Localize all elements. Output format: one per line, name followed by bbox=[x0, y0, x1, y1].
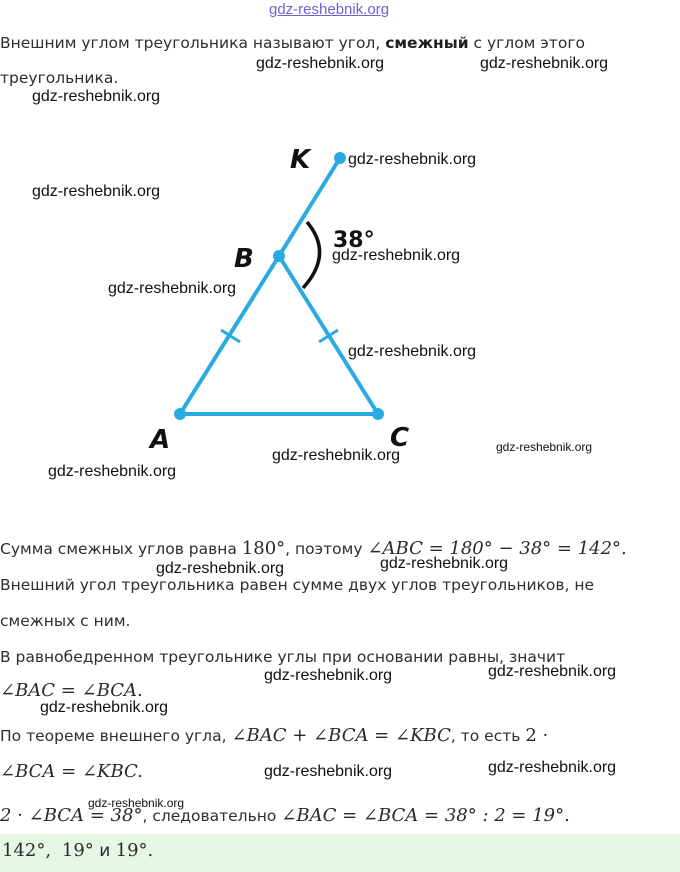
solution-line-2: Внешний угол треугольника равен сумме двух углов треугольников, не bbox=[0, 576, 595, 594]
angle-label: 38° bbox=[333, 228, 375, 253]
s6-after: , то есть bbox=[450, 727, 526, 745]
watermark: gdz-reshebnik.org bbox=[488, 759, 617, 776]
point-k bbox=[334, 152, 346, 164]
label-b: B bbox=[234, 244, 254, 274]
answer-conj: и bbox=[93, 841, 116, 861]
answer-text bbox=[2, 840, 153, 861]
s7-formula: ∠BCA = ∠KBC. bbox=[0, 761, 143, 782]
answer-box bbox=[0, 834, 680, 872]
label-k: K bbox=[290, 145, 311, 175]
label-c: C bbox=[390, 423, 410, 453]
solution-line-7 bbox=[0, 755, 143, 789]
answer-value-2: 19° bbox=[61, 840, 94, 861]
point-b bbox=[273, 250, 285, 262]
solution-line-4: В равнобедренном треугольнике углы при основании равны, значит bbox=[0, 648, 566, 666]
label-a: A bbox=[150, 425, 171, 455]
watermark: gdz-reshebnik.org bbox=[264, 763, 393, 780]
answer-value-1: 142°, bbox=[2, 840, 52, 861]
watermark: gdz-reshebnik.org bbox=[496, 440, 593, 454]
s8-formula-1: 2 · ∠BCA = 38° bbox=[0, 805, 143, 826]
angle-arc bbox=[303, 222, 320, 288]
watermark: gdz-reshebnik.org bbox=[32, 183, 161, 200]
s1-text: Сумма смежных углов равна bbox=[0, 540, 242, 558]
watermark: gdz-reshebnik.org bbox=[348, 343, 477, 360]
watermark: gdz-reshebnik.org bbox=[48, 463, 177, 480]
solution-line-8 bbox=[0, 799, 570, 833]
watermark: gdz-reshebnik.org bbox=[256, 55, 385, 72]
intro-text-after: с углом этого bbox=[468, 34, 585, 52]
triangle-figure bbox=[0, 130, 680, 460]
solution-line-3: смежных с ним. bbox=[0, 612, 131, 630]
watermark: gdz-reshebnik.org bbox=[108, 280, 237, 297]
answer-value-3: 19°. bbox=[115, 840, 154, 861]
s8-formula-2: ∠BAC = ∠BCA = 38° : 2 = 19°. bbox=[281, 805, 570, 826]
solution-line-1 bbox=[0, 532, 627, 566]
watermark: gdz-reshebnik.org bbox=[348, 151, 477, 168]
s1-formula: ∠ABC = 180° − 38° = 142°. bbox=[367, 538, 627, 559]
watermark: gdz-reshebnik.org bbox=[332, 247, 461, 264]
watermark: gdz-reshebnik.org bbox=[264, 667, 393, 684]
watermark: gdz-reshebnik.org bbox=[480, 55, 609, 72]
intro-bold-word: смежный bbox=[385, 34, 469, 52]
point-c bbox=[372, 408, 384, 420]
intro-line-2: треугольника. bbox=[0, 69, 119, 87]
watermark: gdz-reshebnik.org bbox=[272, 447, 401, 464]
s6-tail: 2 · bbox=[525, 725, 549, 746]
s1-mid: , поэтому bbox=[285, 540, 368, 558]
s6-text: По теореме внешнего угла, bbox=[0, 727, 232, 745]
intro-text-before: Внешним углом треугольника называют угол, bbox=[0, 34, 386, 52]
solution-line-6 bbox=[0, 719, 548, 753]
watermark: gdz-reshebnik.org bbox=[88, 796, 185, 810]
s5-formula: ∠BAC = ∠BCA. bbox=[0, 680, 143, 701]
watermark: gdz-reshebnik.org bbox=[488, 663, 617, 680]
site-link[interactable]: gdz-reshebnik.org bbox=[269, 1, 390, 18]
watermark: gdz-reshebnik.org bbox=[32, 88, 161, 105]
point-a bbox=[174, 408, 186, 420]
s6-formula: ∠BAC + ∠BCA = ∠KBC bbox=[231, 725, 451, 746]
watermark: gdz-reshebnik.org bbox=[156, 560, 285, 577]
s1-value: 180° bbox=[241, 538, 286, 559]
s8-text: , следовательно bbox=[142, 807, 282, 825]
watermark: gdz-reshebnik.org bbox=[40, 699, 169, 716]
watermark: gdz-reshebnik.org bbox=[380, 555, 509, 572]
